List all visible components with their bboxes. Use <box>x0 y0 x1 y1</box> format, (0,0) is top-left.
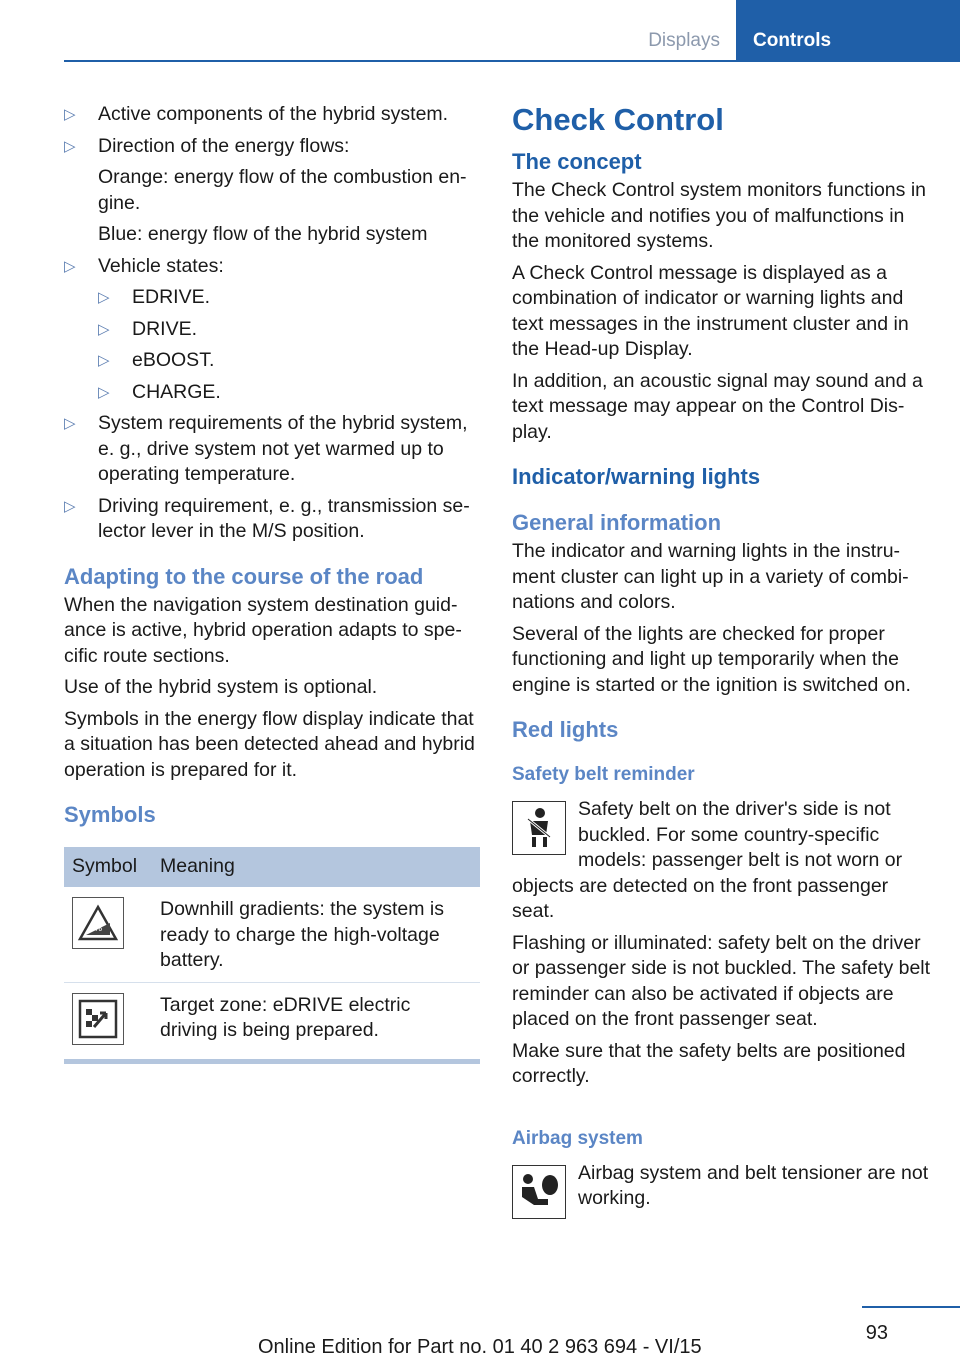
header-rule <box>64 60 960 62</box>
downhill-gradient-icon <box>72 897 124 949</box>
general-info-heading: General information <box>512 510 722 535</box>
symbol-meaning: Target zone: eDRIVE electric driving is being prepared. <box>160 993 411 1041</box>
concept-heading: The concept <box>512 149 642 174</box>
red-lights-heading: Red lights <box>512 717 619 742</box>
section-tab-displays: Displays <box>648 30 720 51</box>
paragraph: Symbols in the energy flow display indicate that a situation has been detected ahead and hybrid operation is prepared for it. <box>64 707 475 781</box>
section-tab-controls: Controls <box>736 0 960 62</box>
list-item-detail: Orange: energy flow of the combustion en-gine. <box>98 166 467 214</box>
symbol-meaning: Downhill gradients: the system is ready to charge the high-voltage battery. <box>152 887 480 982</box>
page-footer <box>0 1306 960 1362</box>
list-item: ▷ Driving requirement, e. g., transmission se-lector lever in the M/S position. <box>64 494 470 542</box>
safety-belt-heading: Safety belt reminder <box>512 764 695 785</box>
safety-belt-entry <box>512 797 932 874</box>
sub-list-item: ▷ CHARGE. <box>98 380 482 406</box>
airbag-icon <box>512 1165 566 1219</box>
airbag-heading: Airbag system <box>512 1127 643 1149</box>
paragraph: The indicator and warning lights in the instru-ment cluster can light up in a variety of combi-nations and colors. <box>512 540 909 613</box>
table-row <box>64 982 480 1059</box>
adapting-heading: Adapting to the course of the road <box>64 563 424 589</box>
list-item: ▷ Vehicle states: ▷ EDRIVE. ▷ DRIVE. ▷ eBOOST. ▷ CHARGE. <box>64 254 482 406</box>
paragraph: When the navigation system destination guid-ance is active, hybrid operation adapts to spe-cific route sections. <box>64 593 462 667</box>
paragraph: A Check Control message is displayed as a combination of indicator or warning lights and text messages in the instrument cluster and in the Head-up Display. <box>512 261 909 360</box>
vehicle-states-list <box>98 285 482 405</box>
triangle-bullet-icon: ▷ <box>98 320 110 338</box>
page-title: Check Control <box>512 102 724 137</box>
sub-list-item: ▷ eBOOST. <box>98 348 482 374</box>
list-item: ▷ Direction of the energy flows: Orange: energy flow of the combustion en-gine. Blue: energy flow of the hybrid system <box>64 134 482 248</box>
list-item-detail: Blue: energy flow of the hybrid system <box>98 223 428 245</box>
table-header-symbol: Symbol <box>64 847 152 887</box>
right-column <box>512 102 932 1219</box>
paragraph: Several of the lights are checked for proper functioning and light up temporarily when the engine is started or the ignition is switched on. <box>512 622 911 696</box>
triangle-bullet-icon: ▷ <box>64 415 76 432</box>
feature-list <box>64 102 482 545</box>
triangle-bullet-icon: ▷ <box>64 257 76 275</box>
triangle-bullet-icon: ▷ <box>98 289 110 306</box>
list-item: ▷ Active components of the hybrid system. <box>64 102 482 128</box>
footer-rule <box>862 1306 960 1308</box>
paragraph: Flashing or illuminated: safety belt on the driver or passenger side is not buckled. The safety belt reminder can also be activated if objects are placed on the front passenger seat. <box>512 931 931 1030</box>
page-header <box>0 0 960 62</box>
safety-belt-text: Safety belt on the driver's side is not buckled. For some country-specific models: passenger belt is not worn or <box>578 798 903 871</box>
edition-note: Online Edition for Part no. 01 40 2 963 694 - VI/15 <box>258 1336 702 1358</box>
target-zone-icon <box>72 993 124 1045</box>
page-number: 93 <box>865 1322 888 1344</box>
symbols-heading: Symbols <box>64 802 156 827</box>
airbag-entry <box>512 1161 932 1219</box>
sub-list-item: ▷ EDRIVE. <box>98 285 482 311</box>
triangle-bullet-icon: ▷ <box>64 497 76 515</box>
triangle-bullet-icon: ▷ <box>64 106 76 123</box>
symbols-table <box>64 847 480 1059</box>
paragraph: objects are detected on the front passenger seat. <box>512 874 889 922</box>
triangle-bullet-icon: ▷ <box>64 137 76 155</box>
sub-list-item: ▷ DRIVE. <box>98 317 482 343</box>
list-item: ▷ System requirements of the hybrid system, e. g., drive system not yet warmed up to operating temperature. <box>64 412 468 485</box>
indicator-heading: Indicator/warning lights <box>512 464 761 489</box>
paragraph: The Check Control system monitors functions in the vehicle and notifies you of malfunctions in the monitored systems. <box>512 179 926 252</box>
paragraph: Use of the hybrid system is optional. <box>64 676 378 698</box>
left-column <box>64 102 482 1064</box>
svg-text:%: % <box>93 924 103 934</box>
safety-belt-icon <box>512 801 566 855</box>
table-row <box>64 887 480 982</box>
paragraph: Make sure that the safety belts are positioned correctly. <box>512 1039 906 1087</box>
triangle-bullet-icon: ▷ <box>98 352 110 369</box>
airbag-text: Airbag system and belt tensioner are not working. <box>578 1161 929 1209</box>
table-header-meaning: Meaning <box>152 847 480 887</box>
table-bottom-rule <box>64 1059 480 1064</box>
paragraph: In addition, an acoustic signal may sound and a text message may appear on the Control Dis-play. <box>512 369 923 443</box>
triangle-bullet-icon: ▷ <box>98 383 110 401</box>
